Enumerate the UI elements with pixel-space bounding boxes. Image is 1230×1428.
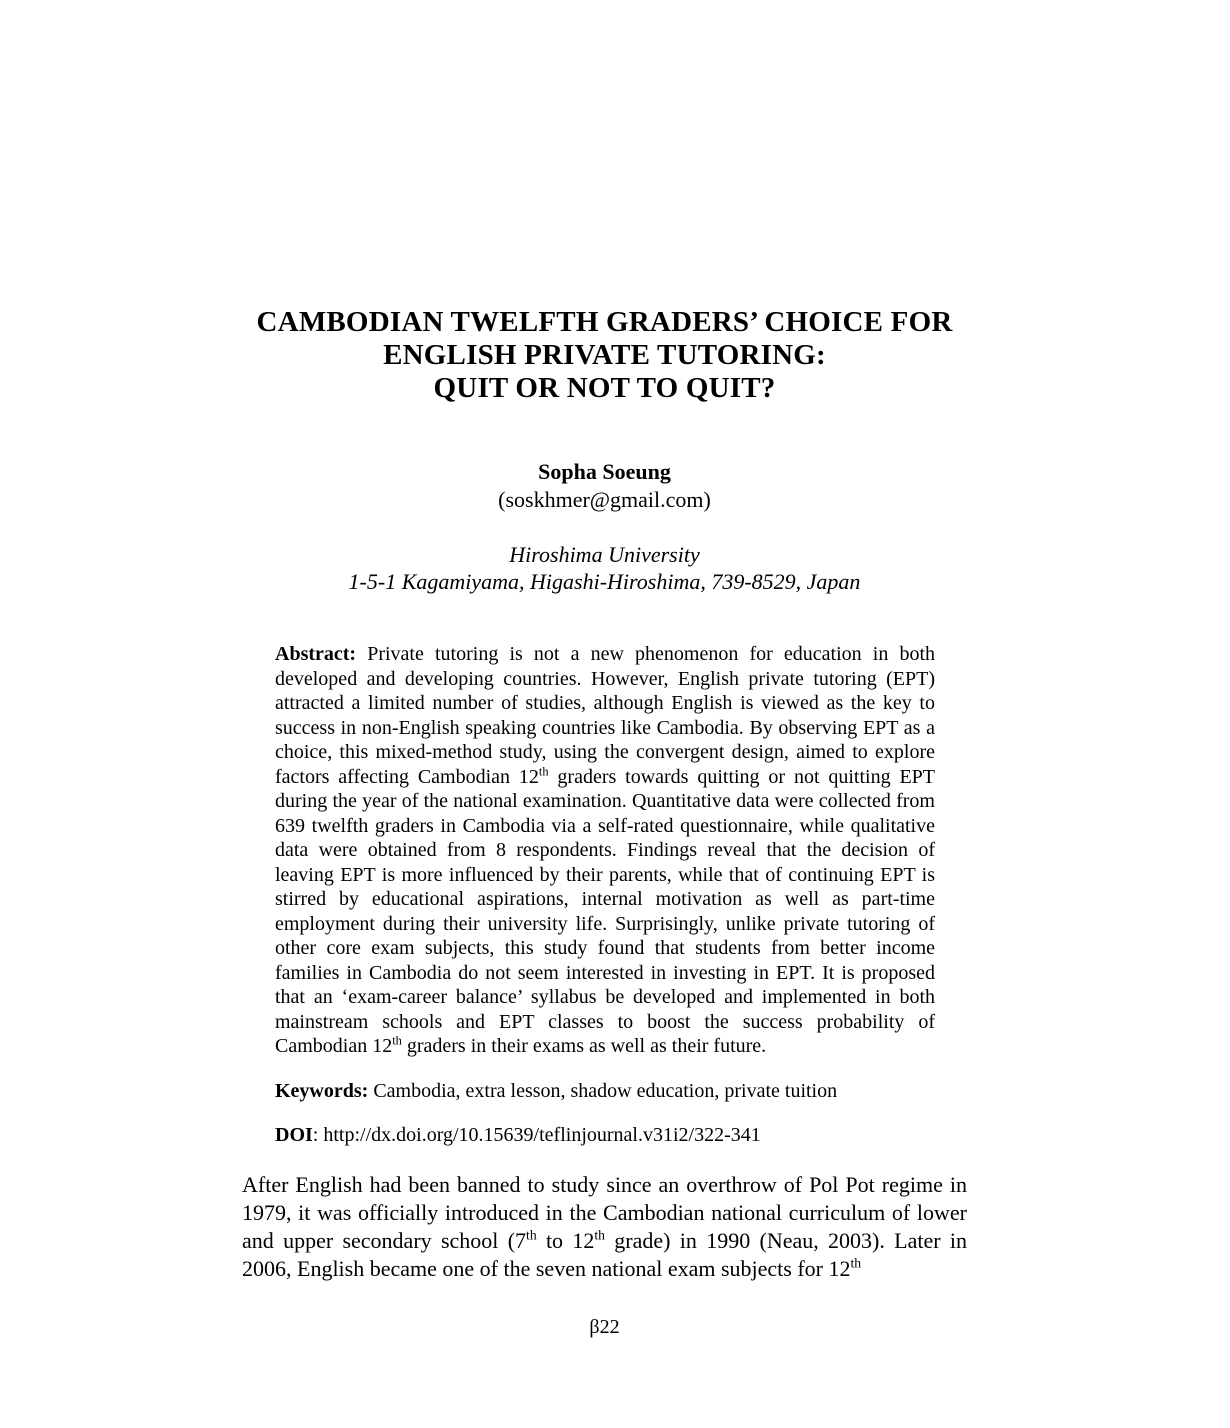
body-paragraph [242, 1171, 967, 1283]
affiliation-address: 1-5-1 Kagamiyama, Higashi-Hiroshima, 739-8529, Japan [348, 569, 861, 594]
abstract-paragraph [275, 642, 935, 1059]
paper-title [242, 306, 967, 405]
abstract-text: Private tutoring is not a new phenomenon for education in both developed and developing countries. However, English private tutoring (EPT) attracted a limited number of studies, although English is viewed as the key to success in non-English speaking countries like Cambodia. By observing EPT as a choice, this mixed-method study, using the convergent design, aimed to explore factors affecting Cambodian 12th graders towards quitting or not quitting EPT during the year of the national examination. Quantitative data were collected from 639 twelfth graders in Cambodia via a self-rated questionnaire, while qualitative data were obtained from 8 respondents. Findings reveal that the decision of leaving EPT is more influenced by their parents, while that of continuing EPT is stirred by educational aspirations, internal motivation as well as part-time employment during their university life. Surprisingly, unlike private tutoring of other core exam subjects, this study found that students from better income families in Cambodia do not seem interested in investing in EPT. It is proposed that an ‘exam-career balance’ syllabus be developed and implemented in both mainstream schools and EPT classes to boost the success probability of Cambodian 12th graders in their exams as well as their future. [275, 643, 936, 1057]
affiliation-institution: Hiroshima University [509, 542, 700, 567]
author-block [242, 458, 967, 514]
keywords-text: Cambodia, extra lesson, shadow education, private tuition [373, 1079, 838, 1102]
abstract-label: Abstract: [275, 643, 357, 665]
title-line-2: ENGLISH PRIVATE TUTORING: [383, 339, 826, 371]
doi-label: DOI [275, 1124, 313, 1146]
page-number: β22 [589, 1315, 620, 1338]
keywords-label: Keywords: [275, 1079, 369, 1102]
doi-line [275, 1123, 935, 1148]
page-content [242, 0, 967, 1339]
author-email: (soskhmer@gmail.com) [498, 487, 711, 512]
doi-value: : http://dx.doi.org/10.15639/teflinjournal.v31i2/322-341 [312, 1124, 761, 1146]
title-line-3: QUIT OR NOT TO QUIT? [433, 372, 776, 404]
title-line-1: CAMBODIAN TWELFTH GRADERS’ CHOICE FOR [256, 306, 953, 338]
affiliation-block [242, 541, 967, 595]
keywords-line [275, 1079, 935, 1104]
author-name: Sopha Soeung [538, 459, 671, 484]
body-text: After English had been banned to study since an overthrow of Pol Pot regime in 1979, it was officially introduced in the Cambodian national curriculum of lower and upper secondary school (7th to 12th grade) in 1990 (Neau, 2003). Later in 2006, English became one of the seven national exam subjects for 12th [242, 1171, 967, 1281]
